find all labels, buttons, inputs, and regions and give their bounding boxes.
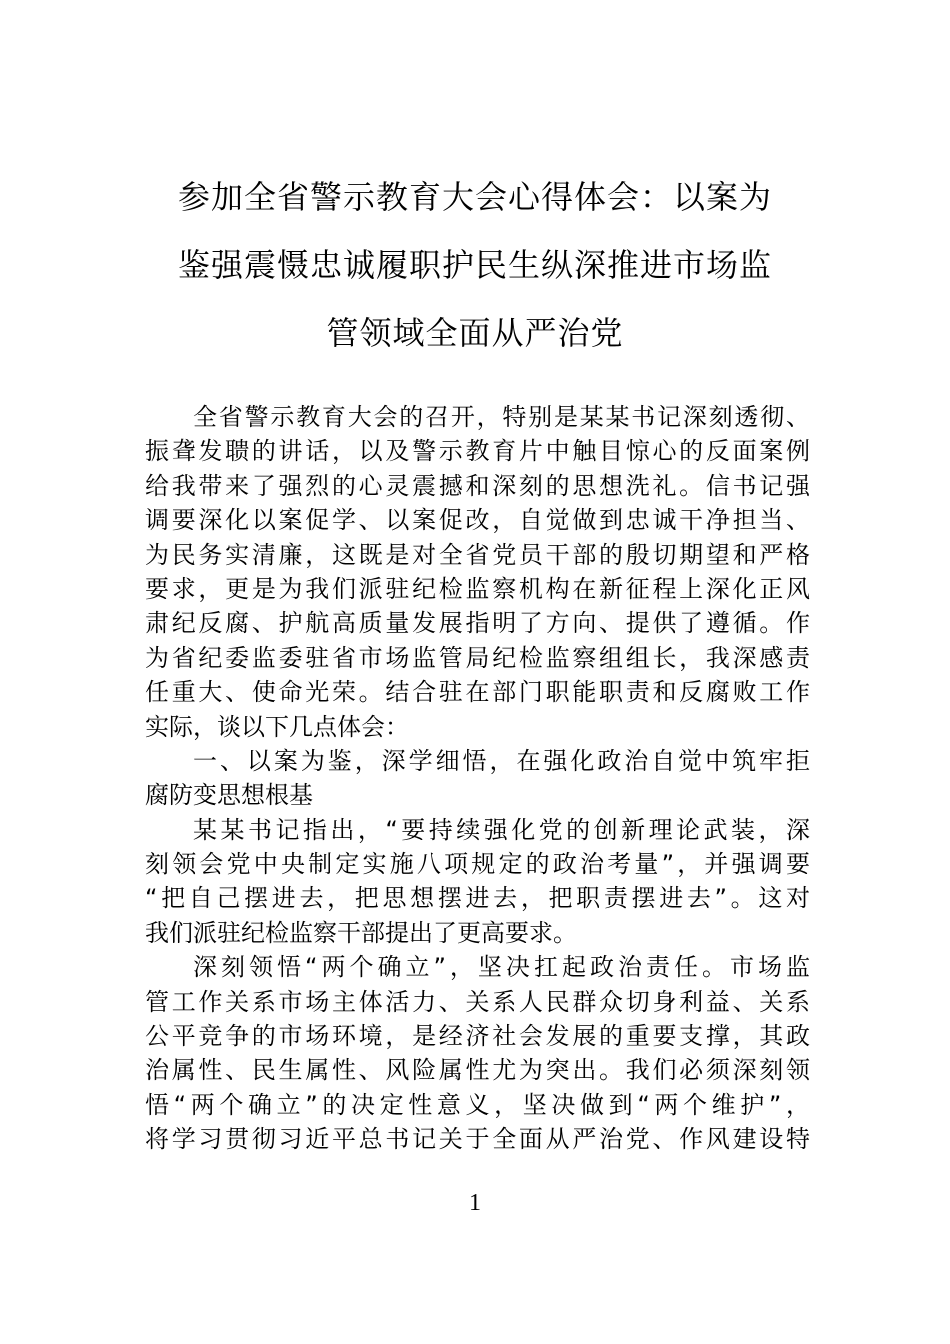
paragraph-line: 任重大、使命光荣。结合驻在部门职能职责和反腐败工作 (145, 678, 810, 707)
paragraph-line: 实际，谈以下几点体会： (145, 712, 409, 741)
document-title (145, 163, 805, 367)
paragraph-line: 振聋发聩的讲话，以及警示教育片中触目惊心的反面案例 (145, 437, 810, 466)
title-line: 管领域全面从严治党 (326, 314, 624, 352)
paragraph-line: 为民务实清廉，这既是对全省党员干部的殷切期望和严格 (145, 540, 810, 569)
paragraph-line: 某某书记指出，“要持续强化党的创新理论武装，深 (193, 815, 810, 844)
paragraph-line: 全省警示教育大会的召开，特别是某某书记深刻透彻、 (193, 403, 810, 431)
paragraph-line: 为省纪委监委驻省市场监管局纪检监察组组长，我深感责 (145, 643, 810, 672)
paragraph-line: 公平竞争的市场环境，是经济社会发展的重要支撑，其政 (145, 1022, 810, 1051)
paragraph-line: 深刻领悟“两个确立”，坚决扛起政治责任。市场监 (193, 953, 810, 982)
section-heading-line: 一、以案为鉴，深学细悟，在强化政治自觉中筑牢拒 (193, 746, 810, 775)
paragraph-line: 悟“两个确立”的决定性意义，坚决做到“两个维护”， (145, 1090, 810, 1119)
paragraph-line: 治属性、民生属性、风险属性尤为突出。我们必须深刻领 (145, 1056, 810, 1085)
paragraph-line: 要求，更是为我们派驻纪检监察机构在新征程上深化正风 (145, 574, 810, 603)
document-body (145, 400, 810, 1157)
paragraph-line: 刻领会党中央制定实施八项规定的政治考量”，并强调要 (145, 850, 810, 879)
title-line: 参加全省警示教育大会心得体会：以案为 (177, 178, 772, 216)
section-heading-line: 腐防变思想根基 (145, 781, 313, 810)
paragraph-line: 调要深化以案促学、以案促改，自觉做到忠诚干净担当、 (145, 506, 810, 535)
page-number: 1 (469, 1190, 481, 1216)
paragraph-line: “把自己摆进去，把思想摆进去，把职责摆进去”。这对 (145, 884, 810, 913)
paragraph-line: 我们派驻纪检监察干部提出了更高要求。 (145, 918, 577, 947)
paragraph-line: 给我带来了强烈的心灵震撼和深刻的思想洗礼。信书记强 (145, 471, 810, 500)
paragraph-line: 肃纪反腐、护航高质量发展指明了方向、提供了遵循。作 (145, 609, 810, 638)
paragraph-line: 管工作关系市场主体活力、关系人民群众切身利益、关系 (145, 987, 810, 1016)
paragraph-line: 将学习贯彻习近平总书记关于全面从严治党、作风建设特 (145, 1125, 810, 1154)
title-line: 鉴强震慑忠诚履职护民生纵深推进市场监 (177, 246, 772, 284)
